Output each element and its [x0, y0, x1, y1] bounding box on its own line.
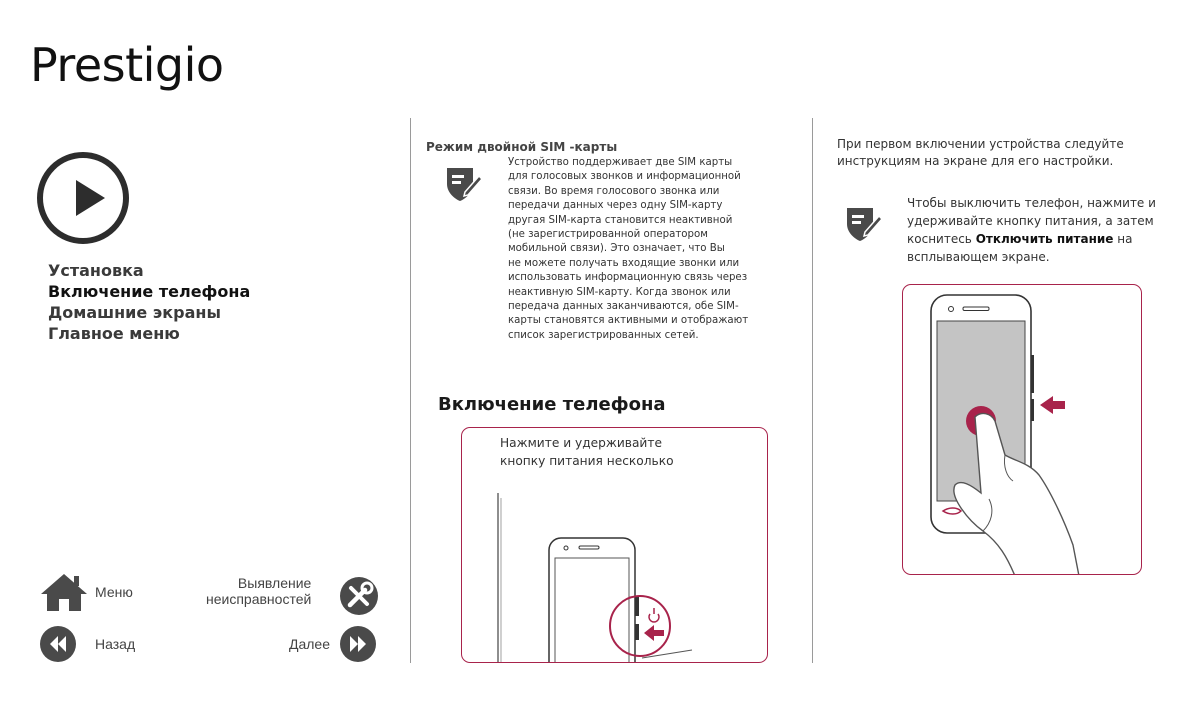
sim-line: для голосовых звонков и информационной — [508, 171, 741, 183]
troubleshooting-label-1: Выявление — [237, 575, 312, 591]
power-off-text — [907, 194, 1187, 266]
next-link[interactable] — [289, 636, 330, 652]
dual-sim-text — [508, 156, 788, 343]
prestigio-logo: Prestigio — [30, 38, 224, 92]
power-off-line: удерживайте кнопку питания, а затем — [907, 214, 1154, 228]
toc-item-home-screens[interactable]: Домашние экраны — [48, 303, 221, 322]
first-start-text — [837, 136, 1177, 170]
dual-sim-heading: Режим двойной SIM -карты — [426, 140, 618, 154]
first-start-line: инструкциям на экране для его настройки. — [837, 154, 1114, 168]
power-off-line: всплывающем экране. — [907, 250, 1050, 264]
power-off-emphasis: Отключить питание — [975, 232, 1114, 246]
right-column — [837, 136, 1187, 264]
menu-link[interactable] — [95, 584, 133, 600]
sim-line: передачи данных через одну SIM-карту — [508, 200, 723, 212]
column-divider-left — [410, 118, 411, 663]
next-label: Далее — [289, 636, 331, 652]
home-icon[interactable] — [39, 572, 89, 612]
play-button[interactable] — [37, 152, 129, 244]
power-on-illustration — [461, 427, 768, 663]
sim-line: не можете получать входящие звонки или — [508, 257, 740, 269]
power-hint-line: кнопку питания несколько — [500, 454, 674, 468]
power-off-line — [907, 230, 1187, 248]
sim-line: использовать информационную связь через — [508, 272, 748, 284]
power-off-text-part: на — [1113, 232, 1133, 246]
toc-item-main-menu[interactable]: Главное меню — [48, 324, 180, 343]
column-divider-right — [812, 118, 813, 663]
troubleshooting-link[interactable] — [206, 575, 311, 607]
sim-line: мобильной связи). Это означает, что Вы — [508, 243, 725, 255]
back-icon[interactable] — [39, 625, 77, 663]
back-label: Назад — [95, 636, 136, 652]
power-off-line: Чтобы выключить телефон, нажмите и — [907, 196, 1156, 210]
first-start-line: При первом включении устройства следуйте — [837, 137, 1124, 151]
power-off-illustration — [902, 284, 1142, 575]
power-hint-line: Нажмите и удерживайте — [500, 436, 662, 450]
sim-line: неактивную SIM-карту. Когда звонок или — [508, 286, 731, 298]
table-of-contents — [48, 260, 250, 344]
play-icon — [76, 180, 105, 216]
phone-power-drawing — [462, 428, 768, 663]
note-pencil-icon — [443, 162, 483, 202]
note-pencil-icon — [843, 202, 883, 242]
tools-icon[interactable] — [339, 576, 379, 616]
menu-label: Меню — [95, 584, 133, 600]
toc-item-power-on[interactable]: Включение телефона — [48, 282, 251, 301]
sim-line: связи. Во время голосового звонка или — [508, 185, 720, 197]
toc-item-setup[interactable]: Установка — [48, 261, 144, 280]
power-on-heading: Включение телефона — [438, 394, 666, 415]
power-off-text-part: коснитесь — [907, 232, 976, 246]
sim-line: Устройство поддерживает две SIM карты — [508, 157, 733, 168]
sim-line: список зарегистрированных сетей. — [508, 329, 699, 341]
phone-touch-drawing — [903, 285, 1142, 575]
next-icon[interactable] — [339, 625, 377, 663]
sim-line: другая SIM-карта становится неактивной — [508, 214, 733, 226]
back-link[interactable] — [95, 636, 135, 652]
sim-line: (не зарегистрированной оператором — [508, 229, 708, 241]
troubleshooting-label-2: неисправностей — [206, 591, 312, 607]
sim-line: карты становятся активными и отображают — [508, 315, 749, 327]
sim-line: передача данных заканчиваются, обе SIM- — [508, 301, 739, 313]
